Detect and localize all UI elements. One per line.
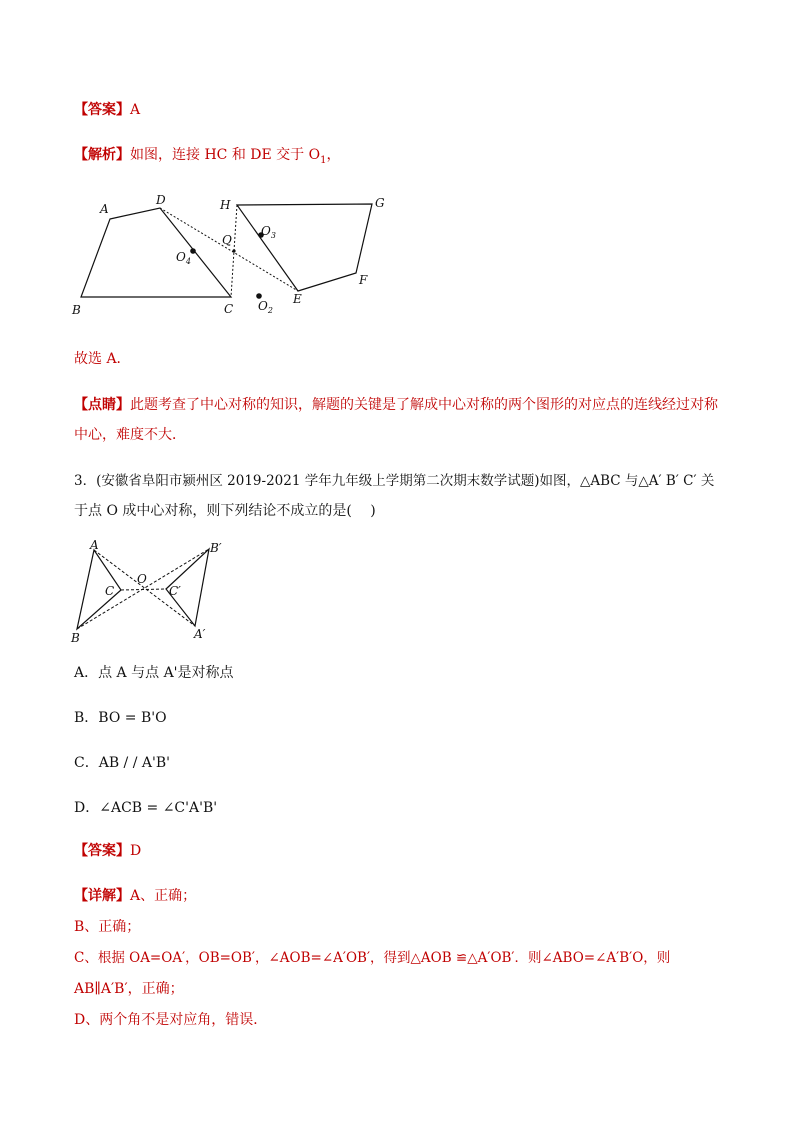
analysis-tail: ，: [326, 147, 341, 163]
comment-line-2: [74, 426, 186, 444]
figure-2-diagram: [62, 535, 222, 645]
select-line: [74, 350, 131, 368]
answer-value: A: [130, 102, 141, 118]
detail-text-b: B、正确；: [74, 919, 141, 935]
question-3-line-2: [74, 502, 376, 520]
detail-line-c1: [74, 949, 670, 967]
label-o3: $O_3$: [261, 224, 276, 240]
comment-text-1: 此题考查了中心对称的知识，解题的关键是了解成中心对称的两个图形的对应点的连线经过对称: [130, 397, 718, 413]
quad-abcd: [81, 208, 231, 297]
label-d: D: [156, 193, 166, 207]
label-c: C: [224, 302, 234, 316]
comment-text-2: 中心，难度不大．: [74, 427, 186, 443]
answer-line-1: [74, 101, 140, 119]
point-o4: [190, 248, 196, 254]
label-c: C: [105, 584, 115, 598]
select-text: 故选 A．: [74, 351, 131, 367]
label-q: Q: [222, 233, 232, 247]
segment-bb2: [77, 549, 209, 629]
segment-cc2: [121, 589, 166, 590]
answer-line-3: [74, 842, 141, 860]
question-3-text-2: 于点 O 成中心对称，则下列结论不成立的是( ): [74, 503, 376, 519]
detail-line-d: [74, 1011, 267, 1029]
detail-text-d: D、两个角不是对应角，错误．: [74, 1012, 268, 1028]
option-d: D．∠ACB = ∠C'A'B': [74, 800, 218, 816]
label-g: G: [375, 196, 385, 210]
label-c-prime: C′: [169, 584, 181, 598]
point-q: [232, 249, 235, 252]
label-h: H: [220, 198, 231, 212]
label-b: B: [72, 303, 81, 317]
triangle-abc: [77, 550, 121, 629]
analysis-text: 如图，连接 HC 和 DE 交于 O: [130, 147, 321, 163]
comment-tag: 【点睛】: [74, 397, 130, 413]
label-a-prime: A′: [194, 627, 206, 641]
detail-text-c1: C、根据 OA=OA′，OB=OB′，∠AOB=∠A′OB′，得到△AOB ≌△A′OB′．则∠ABO=∠A′B′O，则: [74, 950, 671, 966]
answer-tag: 【答案】: [74, 102, 130, 118]
label-o2: $O_2$: [258, 299, 273, 315]
option-c: C．AB / / A'B': [74, 755, 170, 771]
answer-tag: 【答案】: [74, 843, 130, 859]
label-a: A: [100, 202, 109, 216]
detail-line-c2: [74, 980, 184, 998]
label-e: E: [293, 292, 302, 306]
option-a: A．点 A 与点 A'是对称点: [74, 665, 234, 681]
label-o: O: [137, 572, 147, 586]
detail-line-a: [74, 887, 196, 905]
detail-text-a: A、正确；: [130, 888, 197, 904]
answer-value: D: [130, 843, 142, 859]
detail-line-b: [74, 918, 140, 936]
detail-tag: 【详解】: [74, 888, 130, 904]
detail-text-c2: AB∥A′B′，正确；: [74, 981, 184, 997]
analysis-line: [74, 146, 340, 170]
question-3-line-1: [74, 472, 714, 490]
quad-hgfe: [237, 204, 372, 291]
label-o4: $O_4$: [176, 250, 191, 266]
analysis-sub: 1: [320, 154, 327, 166]
point-o2: [256, 293, 262, 299]
question-3-text-1: 3．(安徽省阜阳市颍州区 2019-2021 学年九年级上学期第二次期末数学试题)如图，△ABC 与△A′ B′ C′ 关: [74, 473, 715, 489]
figure-1-diagram: [60, 185, 400, 325]
analysis-tag: 【解析】: [74, 147, 130, 163]
label-f: F: [359, 273, 368, 287]
label-b: B: [71, 631, 80, 645]
comment-line-1: [74, 396, 718, 414]
option-b: B．BO = B'O: [74, 710, 167, 726]
label-a: A: [90, 538, 99, 552]
label-b-prime: B′: [210, 541, 222, 555]
